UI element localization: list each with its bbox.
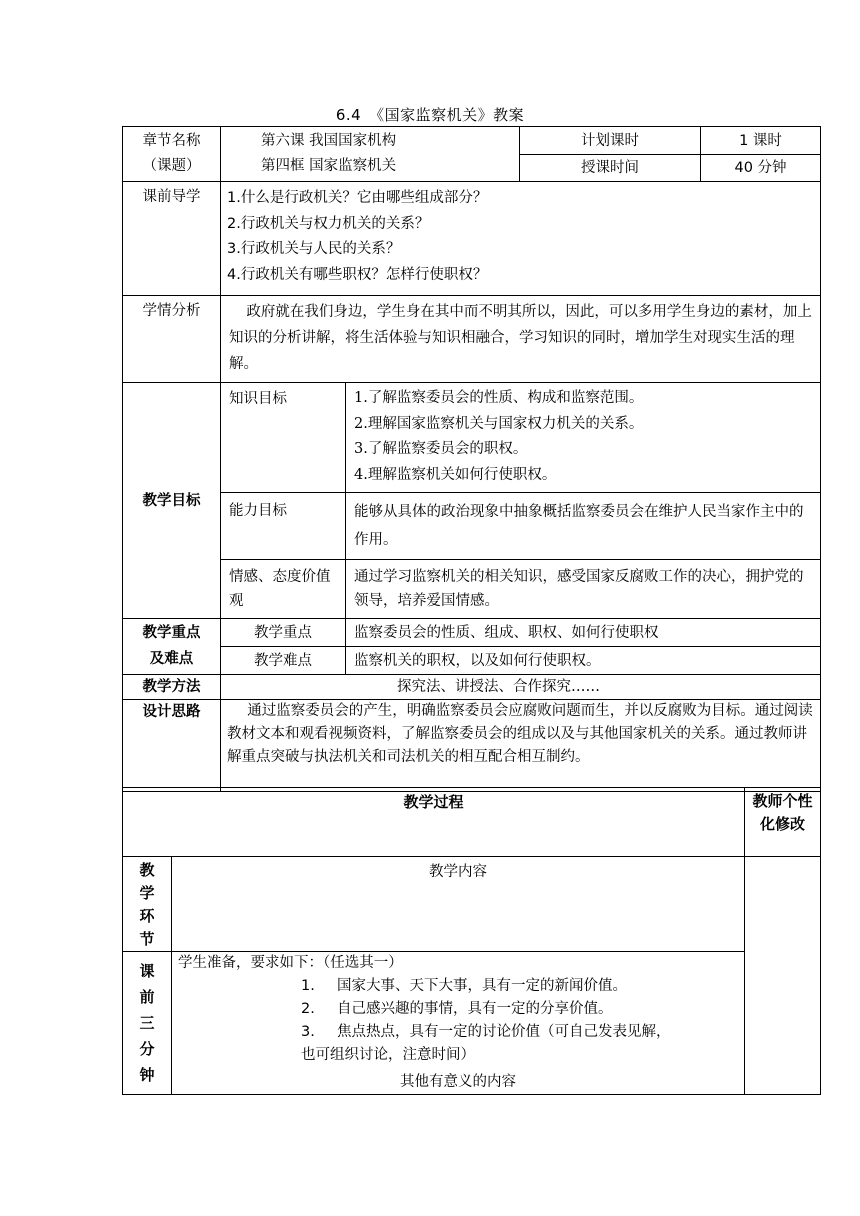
key-text: 监察委员会的性质、组成、职权、如何行使职权 <box>346 619 821 647</box>
teacher-mod-cell <box>745 857 821 1095</box>
key-label: 教学重点 <box>221 619 346 647</box>
stage1-char: 前 <box>139 988 155 1006</box>
stage1-content <box>172 952 745 1095</box>
preview-label: 课前导学 <box>123 182 221 296</box>
knowledge-item: 3.了解监察委员会的职权。 <box>354 441 528 457</box>
stage1-char: 三 <box>139 1014 155 1032</box>
stage1-item-num: 2. <box>301 1001 315 1017</box>
difficult-text: 监察机关的职权，以及如何行使职权。 <box>346 647 821 675</box>
stage-header-char: 学 <box>139 884 155 902</box>
stage1-item <box>178 998 738 1021</box>
keypoints-label: 教学重点 <box>142 625 201 641</box>
document-title: 6.4 《国家监察机关》教案 <box>335 106 525 124</box>
class-time-value: 40 分钟 <box>701 155 821 182</box>
stage1-char: 分 <box>139 1040 155 1058</box>
stage1-item-text: 焦点热点，具有一定的讨论价值（可自己发表见解， <box>337 1024 671 1040</box>
stage1-item-cont: 也可组织讨论，注意时间） <box>301 1047 475 1063</box>
plan-hours-label: 计划课时 <box>520 127 701 155</box>
stage1-char: 钟 <box>139 1066 155 1084</box>
emotion-text: 通过学习监察机关的相关知识，感受国家反腐败工作的决心，拥护党的领导，培养爱国情感。 <box>346 560 821 619</box>
stage-header-char: 节 <box>139 930 155 948</box>
method-text: 探究法、讲授法、合作探究…… <box>221 675 821 700</box>
teaching-process-table <box>122 787 821 1095</box>
stage1-item-text: 国家大事、天下大事，具有一定的新闻价值。 <box>337 978 627 994</box>
stage-header-cell <box>123 857 172 952</box>
stage-header-char: 教 <box>139 861 155 879</box>
chapter-label-cell <box>123 127 221 182</box>
knowledge-item: 2.理解国家监察机关与国家权力机关的关系。 <box>354 415 644 432</box>
stage1-item-text: 自己感兴趣的事情，具有一定的分享价值。 <box>337 1001 613 1017</box>
plan-hours-value: 1 课时 <box>701 127 821 155</box>
analysis-text: 政府就在我们身边，学生身在其中而不明其所以，因此，可以多用学生身边的素材，加上知识的分析讲解，将生活体验与知识相融合，学习知识的同时，增加学生对现实生活的理解。 <box>221 296 821 383</box>
stage1-item-num: 3. <box>301 1024 315 1040</box>
ability-label: 能力目标 <box>221 493 346 560</box>
lesson-plan-table <box>122 126 821 182</box>
teacher-mod-header: 教师个性化修改 <box>745 788 821 857</box>
knowledge-label: 知识目标 <box>221 383 346 493</box>
keypoints-sublabel: 及难点 <box>149 650 194 667</box>
preview-item: 1.什么是行政机关？它由哪些组成部分？ <box>227 190 488 206</box>
stage1-intro: 学生准备，要求如下：（任选其一） <box>178 955 403 971</box>
process-title: 教学过程 <box>123 788 745 857</box>
chapter-label: 章节名称 <box>142 132 201 149</box>
method-label: 教学方法 <box>123 675 221 700</box>
preview-list <box>221 182 821 296</box>
stage-header-char: 环 <box>139 907 155 925</box>
objectives-label: 教学目标 <box>123 383 221 619</box>
stage1-item <box>178 1021 738 1044</box>
keypoints-label-cell <box>123 619 221 675</box>
chapter-sublabel: （课题） <box>142 158 201 174</box>
preview-item: 3.行政机关与人民的关系？ <box>227 241 401 257</box>
class-time-label: 授课时间 <box>520 155 701 182</box>
lesson-line-1: 第六课 我国国家机构 <box>261 132 397 149</box>
lesson-plan-body <box>122 181 821 792</box>
lesson-line-2: 第四框 国家监察机关 <box>261 158 397 174</box>
knowledge-item: 1.了解监察委员会的性质、构成和监察范围。 <box>354 390 644 406</box>
ability-text: 能够从具体的政治现象中抽象概括监察委员会在维护人民当家作主中的作用。 <box>346 493 821 560</box>
analysis-label: 学情分析 <box>123 296 221 383</box>
difficult-label: 教学难点 <box>221 647 346 675</box>
stage1-char: 课 <box>139 962 155 980</box>
stage1-item-num: 1. <box>301 978 315 994</box>
preview-item: 4.行政机关有哪些职权？怎样行使职权？ <box>227 266 488 283</box>
stage1-item <box>178 975 738 998</box>
knowledge-list <box>346 383 821 493</box>
stage1-other: 其他有意义的内容 <box>400 1074 516 1090</box>
knowledge-item: 4.理解监察机关如何行使职权。 <box>354 466 557 483</box>
stage1-label-cell <box>123 952 172 1095</box>
design-text: 通过监察委员会的产生，明确监察委员会应腐败问题而生，并以反腐败为目标。通过阅读教材文本和观看视频资料，了解监察委员会的组成以及与其他国家机关的关系。通过教师讲解重点突破与执法机关和司法机关的相互配合相互制约。 <box>221 700 821 792</box>
emotion-label: 情感、态度价值观 <box>221 560 346 619</box>
lesson-name-cell <box>221 127 520 182</box>
design-label: 设计思路 <box>123 700 221 792</box>
preview-item: 2.行政机关与权力机关的关系？ <box>227 215 430 232</box>
content-header: 教学内容 <box>172 857 745 952</box>
